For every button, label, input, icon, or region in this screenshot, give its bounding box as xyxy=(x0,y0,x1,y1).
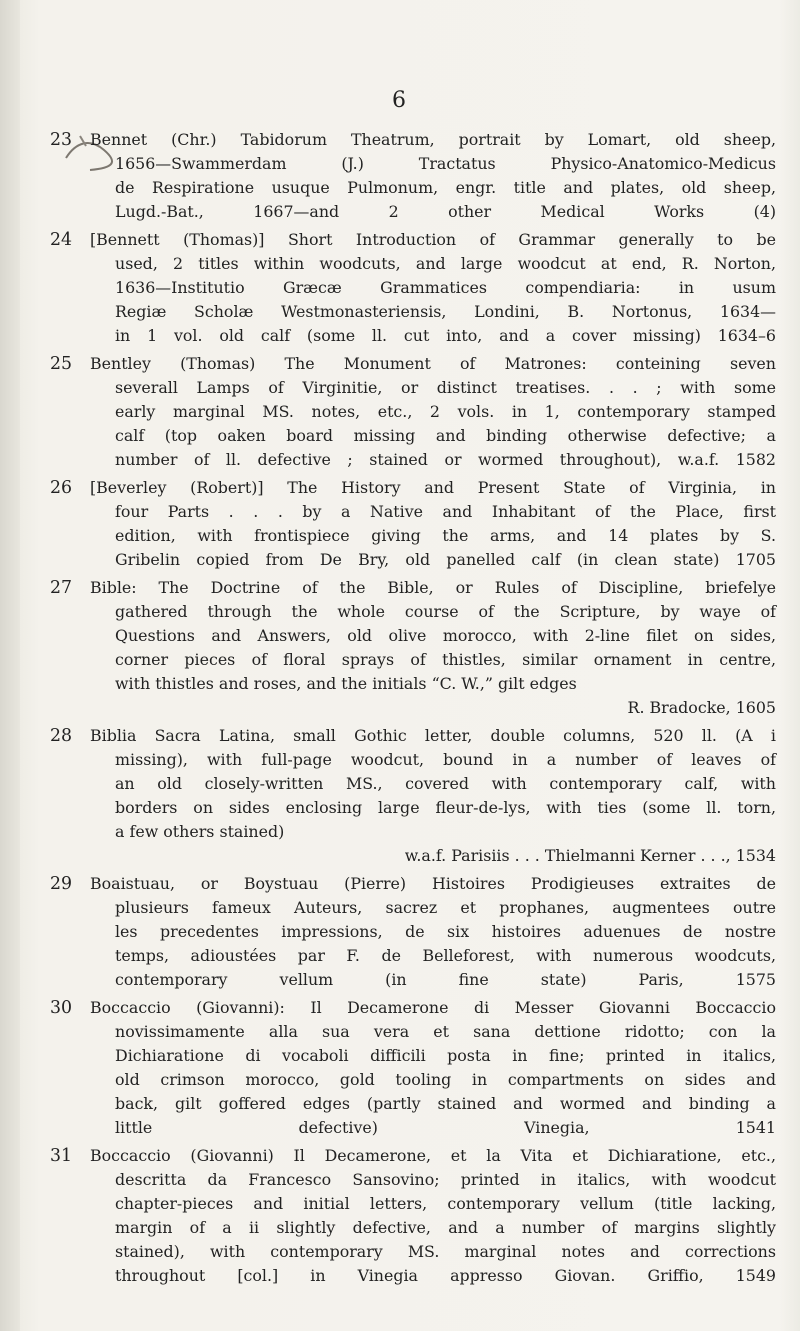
entry-line: novissimamente alla sua vera et sana dettione ridotto; con la xyxy=(115,1022,776,1041)
entry-line: Questions and Answers, old olive morocco, with 2-line filet on sides, xyxy=(115,626,776,645)
entry-line: with thistles and roses, and the initials “C. W.,” gilt edges xyxy=(115,674,577,693)
entry-line: contemporary vellum (in fine state) Paris, 1575 xyxy=(115,970,776,989)
entry-line: old crimson morocco, gold tooling in compartments on sides and xyxy=(115,1070,776,1089)
entry-line: margin of a ii slightly defective, and a number of margins slightly xyxy=(115,1218,776,1237)
entry-line: a few others stained) xyxy=(115,822,285,841)
lot-number: 26 xyxy=(50,478,73,498)
entry-line: stained), with contemporary MS. marginal notes and corrections xyxy=(115,1242,776,1261)
entry-line: Boaistuau, or Boystuau (Pierre) Histoires Prodigieuses extraites de xyxy=(90,874,776,893)
page-number: 6 xyxy=(392,88,406,113)
lot-number: 30 xyxy=(50,998,73,1018)
entry-line: used, 2 titles within woodcuts, and large woodcut at end, R. Norton, xyxy=(115,254,776,273)
lot-number: 24 xyxy=(50,230,73,250)
entry-line: corner pieces of floral sprays of thistles, similar ornament in centre, xyxy=(115,650,776,669)
entry-imprint: R. Bradocke, 1605 xyxy=(627,698,776,717)
lot-number: 31 xyxy=(50,1146,73,1166)
entry-line: les precedentes impressions, de six histoires aduenues de nostre xyxy=(115,922,776,941)
entry-line: edition, with frontispiece giving the arms, and 14 plates by S. xyxy=(115,526,776,545)
entry-line: back, gilt goffered edges (partly stained and wormed and binding a xyxy=(115,1094,776,1113)
entry-line: de Respiratione usuque Pulmonum, engr. title and plates, old sheep, xyxy=(115,178,776,197)
entry-line: Dichiaratione di vocaboli difficili posta in fine; printed in italics, xyxy=(115,1046,776,1065)
entry-line: Bentley (Thomas) The Monument of Matrones: conteining seven xyxy=(90,354,776,373)
entry-line: Bennet (Chr.) Tabidorum Theatrum, portrait by Lomart, old sheep, xyxy=(90,130,776,149)
entry-line: Gribelin copied from De Bry, old panelled calf (in clean state) 1705 xyxy=(115,550,776,569)
entry-line: an old closely-written MS., covered with contemporary calf, with xyxy=(115,774,776,793)
lot-number: 29 xyxy=(50,874,73,894)
entry-line: Bible: The Doctrine of the Bible, or Rules of Discipline, briefelye xyxy=(90,578,776,597)
entry-line: gathered through the whole course of the Scripture, by waye of xyxy=(115,602,776,621)
entry-line: severall Lamps of Virginitie, or distinct treatises. . . ; with some xyxy=(115,378,776,397)
entry-line: Lugd.-Bat., 1667—and 2 other Medical Works (4) xyxy=(115,202,776,221)
entry-line: four Parts . . . by a Native and Inhabitant of the Place, first xyxy=(115,502,776,521)
page-gutter-shadow xyxy=(0,0,20,1331)
entry-line: descritta da Francesco Sansovino; printed in italics, with woodcut xyxy=(115,1170,776,1189)
entry-line: number of ll. defective ; stained or wormed throughout), w.a.f. 1582 xyxy=(115,450,776,469)
lot-number: 23 xyxy=(50,130,73,150)
entry-line: temps, adioustées par F. de Belleforest, with numerous woodcuts, xyxy=(115,946,776,965)
entry-imprint: w.a.f. Parisiis . . . Thielmanni Kerner . . ., 1534 xyxy=(404,846,776,865)
lot-number: 28 xyxy=(50,726,73,746)
entry-line: calf (top oaken board missing and binding otherwise defective; a xyxy=(115,426,776,445)
entry-line: missing), with full-page woodcut, bound in a number of leaves of xyxy=(115,750,776,769)
entry-line: in 1 vol. old calf (some ll. cut into, and a cover missing) 1634–6 xyxy=(115,326,776,345)
entry-line: borders on sides enclosing large fleur-de-lys, with ties (some ll. torn, xyxy=(115,798,776,817)
entry-line: Regiæ Scholæ Westmonasteriensis, Londini, B. Nortonus, 1634— xyxy=(115,302,776,321)
entry-line: [Beverley (Robert)] The History and Present State of Virginia, in xyxy=(90,478,776,497)
entry-line: plusieurs fameux Auteurs, sacrez et prophanes, augmentees outre xyxy=(115,898,776,917)
entry-line: chapter-pieces and initial letters, contemporary vellum (title lacking, xyxy=(115,1194,776,1213)
entry-line: 1656—Swammerdam (J.) Tractatus Physico-Anatomico-Medicus xyxy=(115,154,776,173)
entry-line: Boccaccio (Giovanni) Il Decamerone, et la Vita et Dichiaratione, etc., xyxy=(90,1146,776,1165)
entry-line: little defective) Vinegia, 1541 xyxy=(115,1118,776,1137)
entry-line: Biblia Sacra Latina, small Gothic letter, double columns, 520 ll. (A i xyxy=(90,726,776,745)
entry-line: [Bennett (Thomas)] Short Introduction of Grammar generally to be xyxy=(90,230,776,249)
entry-line: early marginal MS. notes, etc., 2 vols. in 1, contemporary stamped xyxy=(115,402,776,421)
entry-line: throughout [col.] in Vinegia appresso Giovan. Griffio, 1549 xyxy=(115,1266,776,1285)
lot-number: 27 xyxy=(50,578,73,598)
entry-line: Boccaccio (Giovanni): Il Decamerone di Messer Giovanni Boccaccio xyxy=(90,998,776,1017)
entry-line: 1636—Institutio Græcæ Grammatices compendiaria: in usum xyxy=(115,278,776,297)
lot-number: 25 xyxy=(50,354,73,374)
